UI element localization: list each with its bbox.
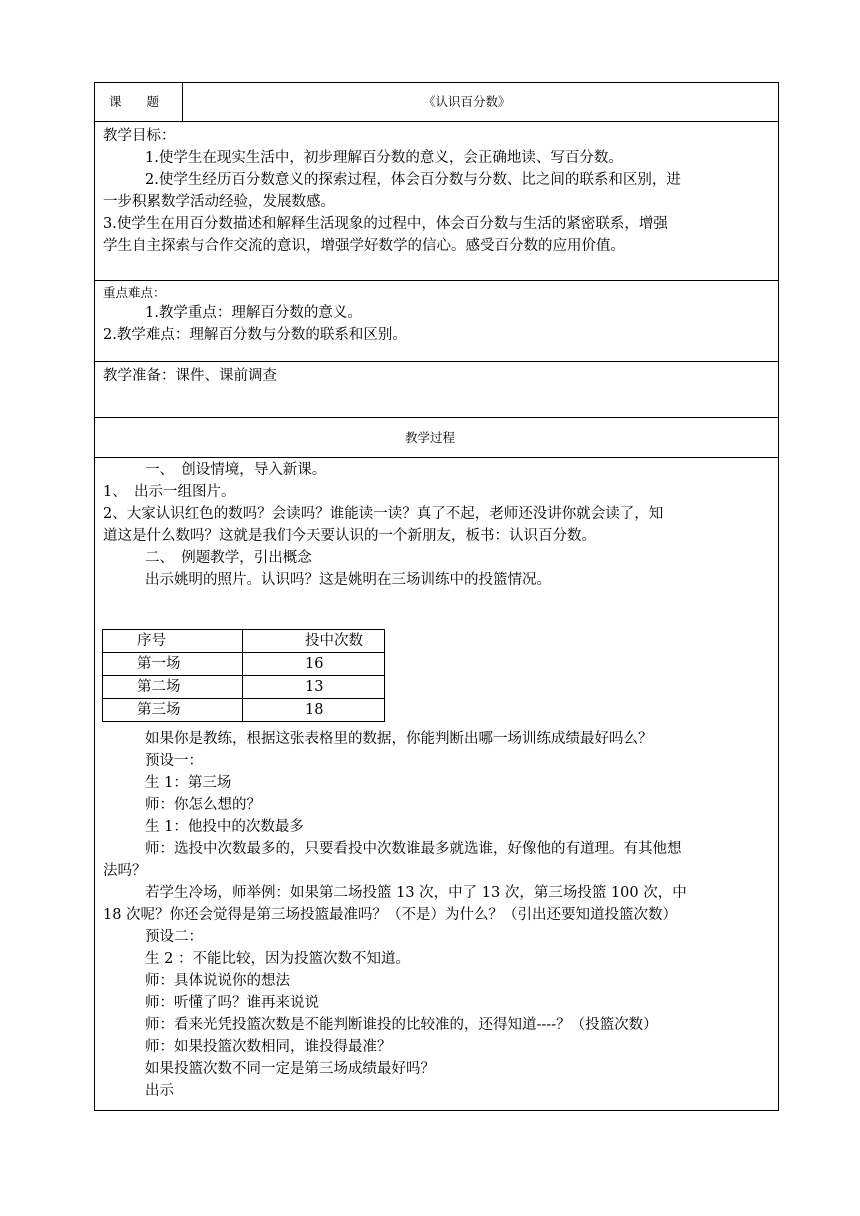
objective-line: 一步积累数学活动经验，发展数感。 bbox=[103, 194, 335, 210]
process-line: 如果你是教练，根据这张表格里的数据，你能判断出哪一场训练成绩最好吗么？ bbox=[145, 731, 653, 747]
table-cell: 13 bbox=[243, 676, 385, 699]
preparation-text: 教学准备：课件、课前调查 bbox=[103, 368, 277, 384]
objective-line: 2.使学生经历百分数意义的探索过程，体会百分数与分数、比之间的联系和区别，进 bbox=[145, 172, 681, 188]
process-line: 师：选投中次数最多的，只要看投中次数谁最多就选谁，好像他的有道理。有其他想 bbox=[145, 841, 682, 857]
shooting-stats-table bbox=[102, 629, 385, 722]
process-line: 预设一： bbox=[145, 753, 203, 769]
table-header-cell: 序号 bbox=[103, 630, 243, 653]
process-line: 预设二： bbox=[145, 929, 203, 945]
process-line: 出示姚明的照片。认识吗？这是姚明在三场训练中的投篮情况。 bbox=[145, 572, 551, 588]
process-line: 一、 创设情境，导入新课。 bbox=[145, 462, 327, 478]
table-cell: 18 bbox=[243, 699, 385, 722]
header-row bbox=[95, 83, 778, 122]
table-cell: 第二场 bbox=[103, 676, 243, 699]
objectives-heading: 教学目标： bbox=[103, 128, 176, 144]
process-line: 师：看来光凭投篮次数是不能判断谁投的比较准的，还得知道----？（投篮次数） bbox=[145, 1017, 658, 1033]
process-line: 生 2 ：不能比较，因为投篮次数不知道。 bbox=[145, 951, 410, 967]
table-cell: 第三场 bbox=[103, 699, 243, 722]
table-row bbox=[103, 676, 385, 699]
header-label-cell bbox=[95, 83, 183, 121]
process-heading-row bbox=[95, 418, 778, 458]
keypoint-line: 1.教学重点：理解百分数的意义。 bbox=[145, 305, 362, 321]
process-line: 18 次呢？你还会觉得是第三场投篮最准吗？（不是）为什么？（引出还要知道投篮次数） bbox=[103, 907, 678, 923]
keypoint-line: 2.教学难点：理解百分数与分数的联系和区别。 bbox=[103, 327, 407, 343]
process-line: 生 1：第三场 bbox=[145, 775, 232, 791]
process-line: 师：你怎么想的？ bbox=[145, 797, 261, 813]
table-row bbox=[103, 699, 385, 722]
lesson-title: 《认识百分数》 bbox=[423, 94, 511, 109]
preparation-section bbox=[95, 362, 778, 418]
process-heading: 教学过程 bbox=[405, 430, 456, 445]
process-line: 二、 例题教学，引出概念 bbox=[145, 550, 312, 566]
process-line: 师：如果投篮次数相同，谁投得最准？ bbox=[145, 1039, 392, 1055]
process-line: 1、 出示一组图片。 bbox=[103, 484, 236, 500]
objective-line: 学生自主探索与合作交流的意识，增强学好数学的信心。感受百分数的应用价值。 bbox=[103, 238, 625, 254]
process-line: 若学生冷场，师举例：如果第二场投篮 13 次，中了 13 次，第三场投篮 100 次，中 bbox=[145, 885, 687, 901]
keypoints-heading: 重点难点： bbox=[103, 285, 166, 300]
lesson-plan-table bbox=[94, 82, 779, 1111]
table-cell: 16 bbox=[243, 653, 385, 676]
objectives-section bbox=[95, 122, 778, 281]
process-line: 道这是什么数吗？这就是我们今天要认识的一个新朋友，板书：认识百分数。 bbox=[103, 528, 596, 544]
table-header-cell: 投中次数 bbox=[243, 630, 385, 653]
keypoints-section bbox=[95, 281, 778, 362]
process-body bbox=[95, 458, 778, 1110]
process-line: 生 1：他投中的次数最多 bbox=[145, 819, 304, 835]
table-cell: 第一场 bbox=[103, 653, 243, 676]
process-line: 2、大家认识红色的数吗？会读吗？谁能读一读？真了不起，老师还没讲你就会读了，知 bbox=[103, 506, 664, 522]
table-header-row bbox=[103, 630, 385, 653]
header-label: 课 题 bbox=[109, 94, 160, 109]
process-line: 如果投篮次数不同一定是第三场成绩最好吗？ bbox=[145, 1061, 435, 1077]
process-line: 出示 bbox=[145, 1083, 174, 1099]
table-row bbox=[103, 653, 385, 676]
objective-line: 3.使学生在用百分数描述和解释生活现象的过程中，体会百分数与生活的紧密联系，增强 bbox=[103, 216, 668, 232]
process-line: 师：具体说说你的想法 bbox=[145, 973, 290, 989]
objective-line: 1.使学生在现实生活中，初步理解百分数的意义，会正确地读、写百分数。 bbox=[145, 150, 623, 166]
process-line: 师：听懂了吗？谁再来说说 bbox=[145, 995, 319, 1011]
process-line: 法吗？ bbox=[103, 863, 147, 879]
